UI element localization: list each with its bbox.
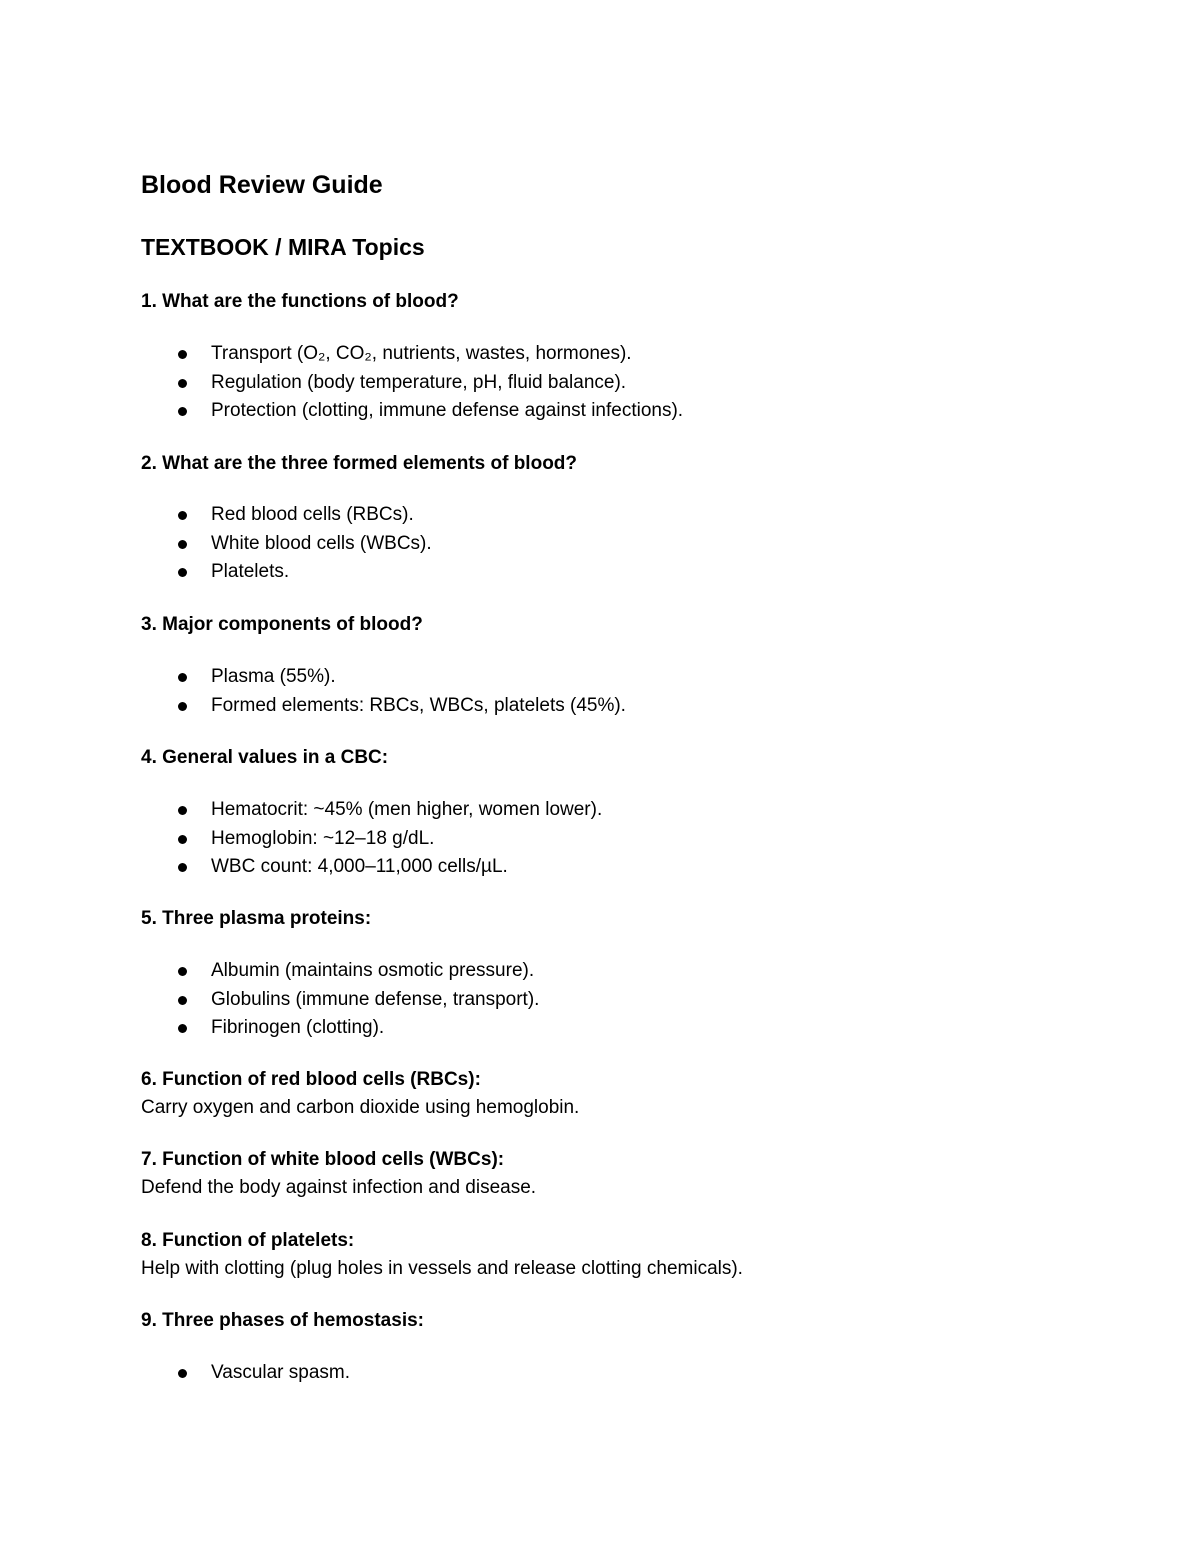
bullet-icon [178, 568, 187, 577]
bullet-icon [178, 511, 187, 520]
question-7-heading: 7. Function of white blood cells (WBCs): [141, 1149, 505, 1170]
question-1-heading: 1. What are the functions of blood? [141, 291, 459, 312]
question-6-answer: Carry oxygen and carbon dioxide using hemoglobin. [141, 1097, 580, 1118]
document-subtitle: TEXTBOOK / MIRA Topics [141, 234, 425, 260]
question-6-heading: 6. Function of red blood cells (RBCs): [141, 1069, 481, 1090]
bullet-icon [178, 806, 187, 815]
question-5-heading: 5. Three plasma proteins: [141, 908, 372, 929]
question-8-answer: Help with clotting (plug holes in vessels and release clotting chemicals). [141, 1258, 743, 1279]
question-2-heading: 2. What are the three formed elements of blood? [141, 453, 578, 474]
bullet-icon [178, 540, 187, 549]
question-4-heading: 4. General values in a CBC: [141, 747, 389, 768]
bullet-icon [178, 1369, 187, 1378]
bullet-icon [178, 673, 187, 682]
document-title: Blood Review Guide [141, 171, 383, 199]
document-page: Blood Review Guide TEXTBOOK / MIRA Topics 1. What are the functions of blood? Transport (O₂, CO₂, nutrients, wastes, hormones). Regulation (body temperature, pH, fluid balance). Protection (clotting, immune defense against infections). 2. What are the three formed elements of blood? Red blood cells (RBCs). White blood cells (WBCs). Platelets. 3. Major components of blood? Plasma (55%). Formed elements: RBCs, WBCs, platelets (45%). 4. General values in a CBC: Hematocrit: ~45% (men higher, women lower). Hemoglobin: ~12–18 g/dL. WBC count: 4,000–11,000 cells/µL. 5. Three plasma proteins: Albumin (maintains osmotic pressure). Globulins (immune defense, transport). Fibrinogen (clotting). 6. Function of red blood cells (RBCs): Carry oxygen and carbon dioxide using hemoglobin. 7. Function of white blood cells (WBCs): Defend the body against infection and disease. 8. Function of platelets: Help with clotting (plug holes in vessels and release clotting chemicals). 9. Three phases of hemostasis: Vascular spasm. [0, 0, 1200, 1553]
bullet-icon [178, 863, 187, 872]
bullet-icon [178, 702, 187, 711]
question-7-answer: Defend the body against infection and disease. [141, 1177, 537, 1198]
question-3-heading: 3. Major components of blood? [141, 614, 423, 635]
bullet-icon [178, 996, 187, 1005]
question-9-heading: 9. Three phases of hemostasis: [141, 1310, 424, 1331]
bullet-icon [178, 835, 187, 844]
bullet-icon [178, 379, 187, 388]
bullet-icon [178, 350, 187, 359]
bullet-icon [178, 407, 187, 416]
bullet-icon [178, 1024, 187, 1033]
bullet-icon [178, 967, 187, 976]
question-8-heading: 8. Function of platelets: [141, 1230, 355, 1251]
